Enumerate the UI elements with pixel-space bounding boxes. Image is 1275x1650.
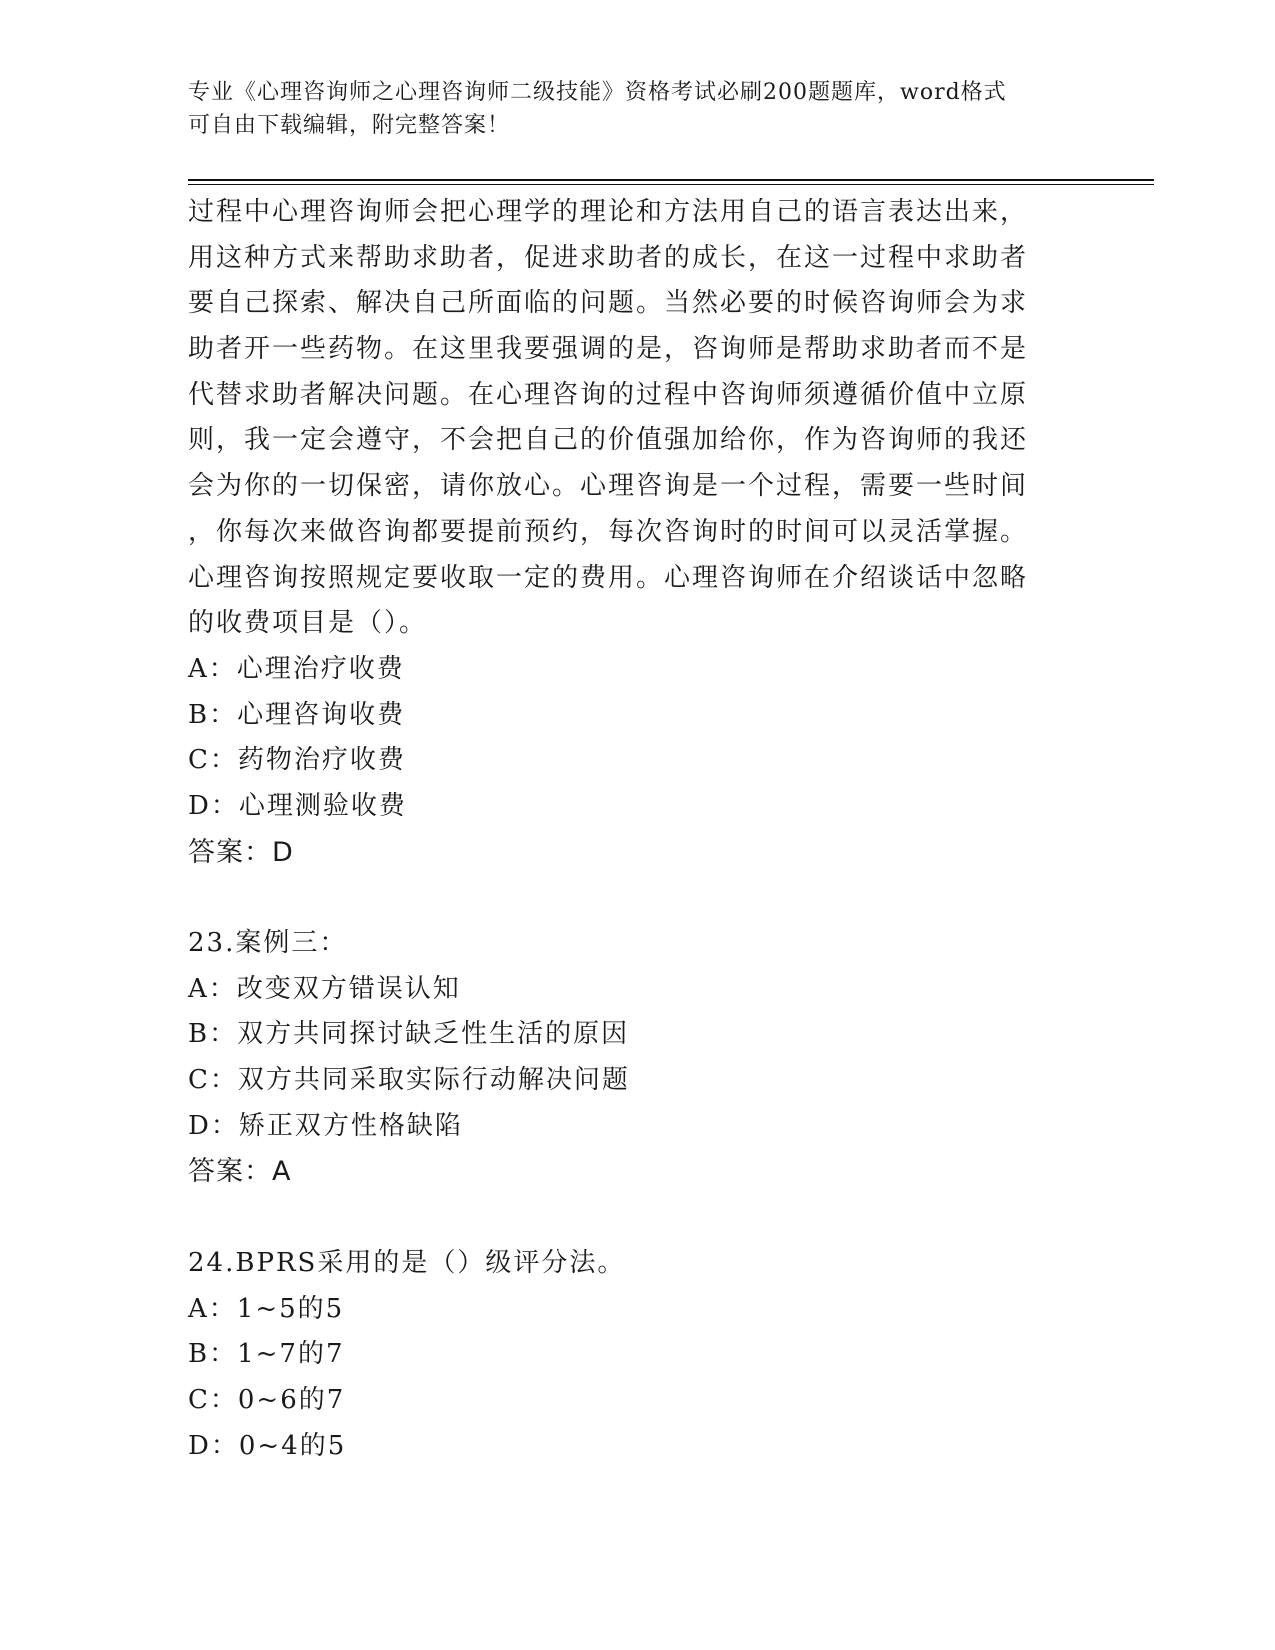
- option-b: B：双方共同探讨缺乏性生活的原因: [188, 1019, 630, 1050]
- passage-line: 要自己探索、解决自己所面临的问题。当然必要的时候咨询师会为求: [188, 288, 1029, 319]
- header-divider-thin: [188, 184, 1154, 185]
- header-divider-thick: [188, 179, 1154, 181]
- question-24: [188, 1241, 1088, 1469]
- option-a: A：1~5的5: [188, 1293, 345, 1324]
- option-c: C：双方共同采取实际行动解决问题: [188, 1065, 630, 1096]
- document-header: [188, 76, 1068, 142]
- header-title-line-1: 专业《心理咨询师之心理咨询师二级技能》资格考试必刷200题题库，word格式: [188, 80, 1007, 105]
- option-c: C：药物治疗收费: [188, 745, 406, 776]
- option-b: B：心理咨询收费: [188, 699, 406, 730]
- question-23: [188, 921, 1088, 1195]
- question-24-stem: 24.BPRS采用的是（）级评分法。: [188, 1247, 626, 1278]
- question-22-options: [188, 647, 1088, 830]
- document-body: [188, 190, 1088, 1469]
- question-22-answer: 答案：D: [188, 836, 294, 868]
- passage-line: 心理咨询按照规定要收取一定的费用。心理咨询师在介绍谈话中忽略: [188, 562, 1029, 593]
- spacer: [188, 1195, 1088, 1241]
- passage-line: 会为你的一切保密，请你放心。心理咨询是一个过程，需要一些时间: [188, 471, 1029, 502]
- spacer: [188, 875, 1088, 921]
- passage-line: ，你每次来做咨询都要提前预约，每次咨询时的时间可以灵活掌握。: [188, 516, 1029, 547]
- question-22-passage: [188, 190, 1088, 647]
- header-title-line-2: 可自由下载编辑，附完整答案！: [188, 113, 511, 138]
- option-d: D：心理测验收费: [188, 790, 407, 821]
- passage-line: 则，我一定会遵守，不会把自己的价值强加给你，作为咨询师的我还: [188, 425, 1029, 456]
- option-b: B：1~7的7: [188, 1339, 345, 1370]
- option-d: D：矫正双方性格缺陷: [188, 1110, 463, 1141]
- question-23-stem: 23.案例三：: [188, 928, 348, 958]
- passage-line: 过程中心理咨询师会把心理学的理论和方法用自己的语言表达出来，: [188, 197, 1029, 227]
- option-a: A：改变双方错误认知: [188, 973, 461, 1004]
- passage-line: 助者开一些药物。在这里我要强调的是，咨询师是帮助求助者而不是: [188, 334, 1029, 365]
- passage-line: 用这种方式来帮助求助者，促进求助者的成长，在这一过程中求助者: [188, 242, 1029, 273]
- question-23-answer: 答案：A: [188, 1156, 292, 1188]
- option-a: A：心理治疗收费: [188, 653, 405, 684]
- passage-line: 的收费项目是（）。: [188, 608, 428, 639]
- passage-line: 代替求助者解决问题。在心理咨询的过程中咨询师须遵循价值中立原: [188, 379, 1029, 410]
- option-d: D：0~4的5: [188, 1430, 347, 1461]
- option-c: C：0~6的7: [188, 1384, 346, 1415]
